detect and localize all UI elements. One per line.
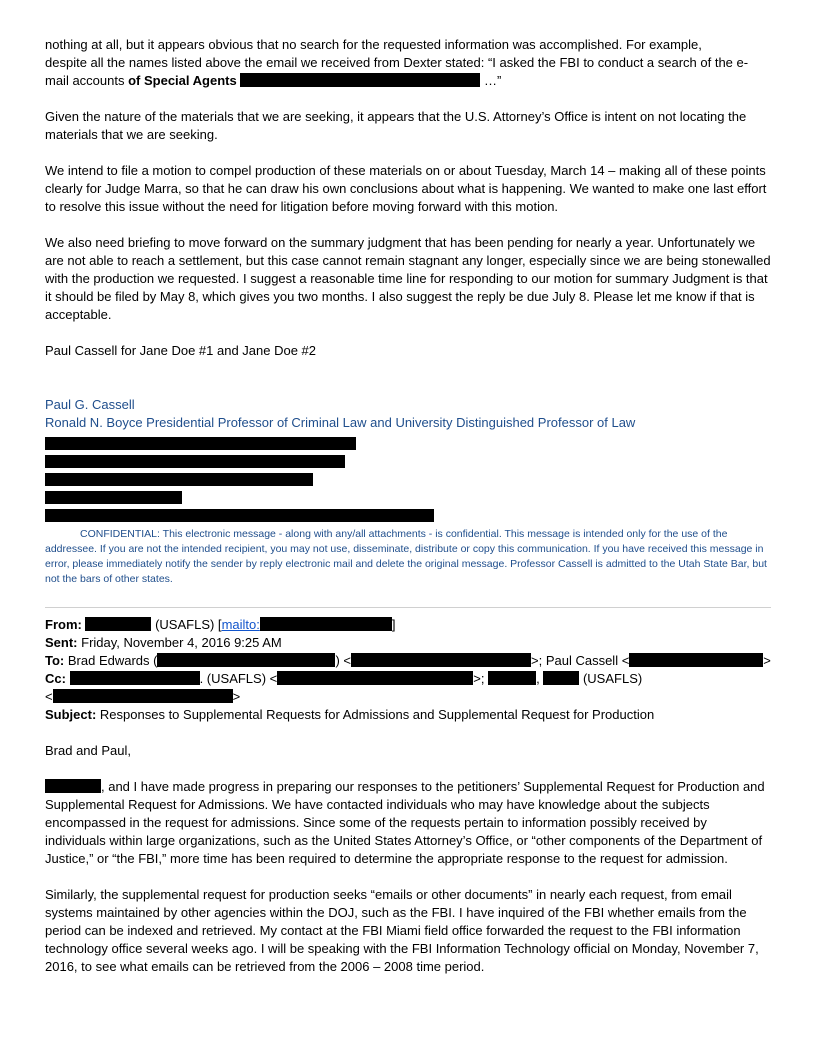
cc-line-continued: < > <box>45 689 241 704</box>
paragraph-nature: Given the nature of the materials that we are seeking, it appears that the U.S. Attorney’s Office is intent on not locating the materials that we are seeking. <box>45 109 747 142</box>
redaction-block <box>45 491 182 504</box>
redaction-block <box>70 671 200 685</box>
from-line: From: (USAFLS) [mailto: ] <box>45 617 396 632</box>
to-line: To: Brad Edwards ( ) < >; Paul Cassell < > <box>45 653 771 668</box>
email-greeting: Brad and Paul, <box>45 743 132 758</box>
redaction-block <box>45 473 313 486</box>
cc-line: Cc: . (USAFLS) < >; , (USAFLS) <box>45 671 643 686</box>
redaction-block <box>53 689 233 703</box>
subject-line: Subject: Responses to Supplemental Requests for Admissions and Supplemental Request for Production <box>45 707 655 722</box>
paragraph-briefing: We also need briefing to move forward on the summary judgment that has been pending for nearly a year. Unfortunately we are not able to reach a settlement, but this case cannot remain stagnant any longer, especially since we are being stonewalled with the production we requested. I suggest a reasonable time line for responding to our motion for summary Judgment is that it should be filed by May 8, which gives you two months. I also suggest the reply be due July 8. Please let me know if that is acceptable. <box>45 235 771 322</box>
signature-title: Ronald N. Boyce Presidential Professor of Criminal Law and University Distinguished Professor of Law <box>45 415 636 430</box>
confidentiality-notice: CONFIDENTIAL: This electronic message - along with any/all attachments - is confidential. This message is intended only for the use of the addressee. If you are not the intended recipient, you may not use, disseminate, distribute or copy this communication. If you have received this message in error, please immediately notify the sender by reply electronic mail and delete the original message. Professor Cassell is admitted to the Utah State Bar, but not the bars of other states. <box>45 528 767 585</box>
paragraph-search <box>45 36 771 90</box>
email-separator <box>45 607 771 608</box>
sent-line: Sent: Friday, November 4, 2016 9:25 AM <box>45 635 282 650</box>
text-line: despite all the names listed above the email we received from Dexter stated: “I asked the FBI to conduct a search of the e- <box>45 55 749 70</box>
redaction-block <box>277 671 473 685</box>
redaction-block <box>629 653 763 667</box>
bold-text: of Special Agents <box>128 73 237 88</box>
mailto-link[interactable]: mailto: <box>221 617 260 632</box>
redaction-block <box>260 617 392 631</box>
signature-name: Paul G. Cassell <box>45 397 135 412</box>
redaction-block <box>45 437 356 450</box>
closing-line: Paul Cassell for Jane Doe #1 and Jane Doe #2 <box>45 343 317 358</box>
redaction-block <box>157 653 335 667</box>
redaction-block <box>85 617 151 631</box>
redaction-block <box>488 671 536 685</box>
redaction-block <box>45 455 345 468</box>
email-paragraph-progress: , and I have made progress in preparing our responses to the petitioners’ Supplemental Request for Production and Supplemental Request for Admissions. We have contacted individuals who may have knowledge about the subjects encompassed in the request for admissions. Since some of the requests pertain to information possibly received by individuals within large organizations, such as the United States Attorney’s Office, or “other components of the Department of Justice,” or “the FBI,” more time has been required to determine the appropriate response to the request for admission. <box>45 779 765 866</box>
text-line: mail accounts <box>45 73 129 88</box>
redaction-block <box>240 73 480 87</box>
email-paragraph-fbi: Similarly, the supplemental request for production seeks “emails or other documents” in nearly each request, from email systems maintained by other agencies within the DOJ, such as the FBI. I have inquired of the FBI whether emails from the period can be indexed and retrieved. My contact at the FBI Miami field office forwarded the request to the FBI information technology office several weeks ago. I will be speaking with the FBI Information Technology official on Monday, November 7, 2016, to see what emails can be retrieved from the 2006 – 2008 time period. <box>45 887 759 974</box>
paragraph-motion: We intend to file a motion to compel production of these materials on or about Tuesday, March 14 – making all of these points clearly for Judge Marra, so that he can draw his own conclusions about what is happening. We wanted to make one last effort to resolve this issue without the need for litigation before moving forward with this motion. <box>45 163 767 214</box>
redaction-block <box>351 653 531 667</box>
text-line: …” <box>480 73 502 88</box>
text-line: nothing at all, but it appears obvious that no search for the requested information was accomplished. For example, <box>45 37 702 52</box>
email-header <box>45 616 771 724</box>
redaction-block <box>45 779 101 793</box>
document-page <box>45 36 771 976</box>
redaction-block <box>543 671 579 685</box>
redaction-block <box>45 509 434 522</box>
